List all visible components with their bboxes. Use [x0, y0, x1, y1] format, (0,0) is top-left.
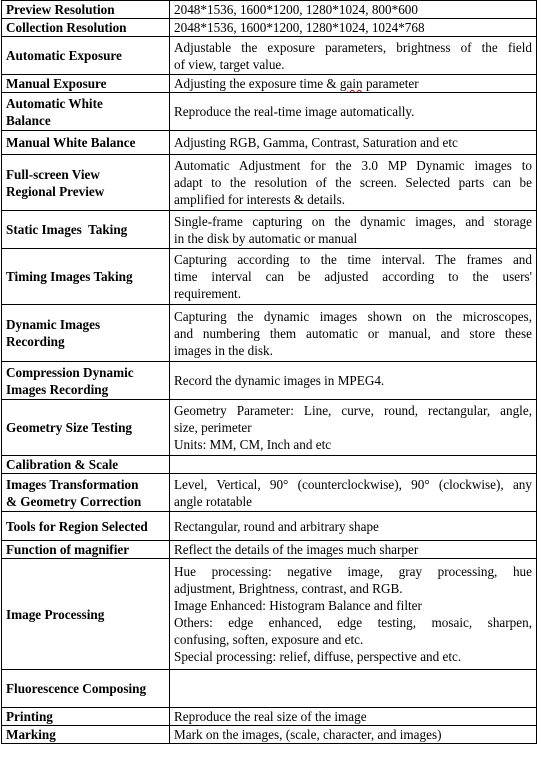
- feature-cell: [2, 19, 170, 37]
- description-fragment: Adjusting the exposure time &: [174, 76, 340, 91]
- description-cell: [170, 211, 537, 249]
- feature-label: Automatic Exposure: [6, 48, 122, 63]
- table-row: [2, 708, 537, 726]
- feature-label: Marking: [6, 727, 56, 742]
- description-cell: [170, 541, 537, 559]
- description-cell: [170, 1, 537, 19]
- description-text: Special processing: relief, diffuse, perspective and etc.: [174, 649, 462, 664]
- description-cell: [170, 559, 537, 670]
- feature-cell: [2, 93, 170, 131]
- description-text: size, perimeter: [174, 420, 252, 435]
- description-text: Hue processing: negative image, gray processing, hue: [174, 564, 532, 579]
- description-text: Geometry Parameter: Line, curve, round, rectangular, angle,: [174, 403, 532, 418]
- description-text: Mark on the images, (scale, character, and images): [174, 727, 442, 742]
- description-text: Record the dynamic images in MPEG4.: [174, 373, 385, 388]
- table-row: [2, 541, 537, 559]
- description-cell: [170, 93, 537, 131]
- description-cell: [170, 155, 537, 211]
- description-cell: [170, 362, 537, 400]
- feature-label: Collection Resolution: [6, 20, 127, 35]
- feature-cell: [2, 305, 170, 362]
- description-text: adjustment, Brightness, contrast, and RGB.: [174, 581, 403, 596]
- table-row: [2, 400, 537, 456]
- feature-cell: [2, 37, 170, 75]
- feature-cell: [2, 362, 170, 400]
- feature-label: Fluorescence Composing: [6, 681, 147, 696]
- feature-label: Preview Resolution: [6, 2, 115, 17]
- description-cell: [170, 305, 537, 362]
- description-text: adapt to the resolution of the screen. Selected parts can be: [174, 175, 532, 190]
- feature-cell: [2, 726, 170, 744]
- feature-label: Static Images Taking: [6, 222, 128, 237]
- feature-cell: [2, 211, 170, 249]
- description-text: Adjusting RGB, Gamma, Contrast, Saturation and etc: [174, 135, 458, 150]
- description-text: of view, target value.: [174, 56, 285, 72]
- feature-label: Automatic White: [6, 95, 103, 111]
- feature-label: Regional Preview: [6, 183, 105, 199]
- description-text: 2048*1536, 1600*1200, 1280*1024, 1024*768: [174, 20, 425, 35]
- description-text: amplified for interests & details.: [174, 192, 346, 207]
- description-cell: [170, 512, 537, 541]
- table-row: [2, 211, 537, 249]
- description-text: [174, 75, 532, 92]
- feature-label: Compression Dynamic: [6, 364, 134, 380]
- feature-cell: [2, 512, 170, 541]
- description-text: Reproduce the real-time image automatically.: [174, 104, 415, 119]
- feature-label: Images Transformation: [6, 476, 139, 492]
- description-cell: [170, 670, 537, 708]
- description-text: and numbering them automatic or manual, and store these: [174, 325, 532, 341]
- spellcheck-underlined-word: gain: [339, 76, 363, 91]
- table-row: [2, 305, 537, 362]
- description-text: Level, Vertical, 90° (counterclockwise), 90° (clockwise), any: [174, 476, 532, 492]
- feature-label: Dynamic Images: [6, 317, 101, 332]
- feature-label: Geometry Size Testing: [6, 420, 132, 435]
- description-cell: [170, 75, 537, 93]
- feature-cell: [2, 131, 170, 155]
- feature-label: Printing: [6, 709, 53, 724]
- table-row: [2, 362, 537, 400]
- description-text: Reflect the details of the images much sharper: [174, 542, 419, 557]
- feature-label: Image Processing: [6, 606, 105, 622]
- description-text: Capturing according to the time interval. The frames and: [174, 252, 532, 267]
- table-row: [2, 155, 537, 211]
- feature-label: Balance: [6, 112, 51, 128]
- description-text: confusing, soften, exposure and etc.: [174, 632, 364, 647]
- feature-cell: [2, 1, 170, 19]
- table-row: [2, 1, 537, 19]
- description-text: requirement.: [174, 286, 242, 301]
- description-cell: [170, 131, 537, 155]
- description-text: Automatic Adjustment for the 3.0 MP Dynamic images to: [174, 158, 532, 173]
- table-row: [2, 670, 537, 708]
- description-text: angle rotatable: [174, 493, 252, 509]
- description-cell: [170, 726, 537, 744]
- description-cell: [170, 456, 537, 474]
- description-text: Reproduce the real size of the image: [174, 709, 367, 724]
- feature-label: Calibration & Scale: [6, 457, 119, 472]
- description-cell: [170, 249, 537, 305]
- specification-table: [1, 0, 537, 744]
- description-text: 2048*1536, 1600*1200, 1280*1024, 800*600: [174, 2, 418, 17]
- description-text: Units: MM, CM, Inch and etc: [174, 437, 332, 452]
- feature-label: Manual Exposure: [6, 76, 107, 91]
- table-row: [2, 19, 537, 37]
- description-cell: [170, 474, 537, 512]
- table-row: [2, 474, 537, 512]
- table-row: [2, 726, 537, 744]
- description-fragment: parameter: [362, 76, 419, 91]
- description-cell: [170, 400, 537, 456]
- table-row: [2, 512, 537, 541]
- feature-label: Recording: [6, 334, 65, 349]
- feature-label: Tools for Region Selected: [6, 518, 148, 534]
- description-text: Adjustable the exposure parameters, brightness of the field: [174, 39, 532, 55]
- feature-cell: [2, 474, 170, 512]
- feature-label: & Geometry Correction: [6, 493, 142, 509]
- feature-label: Function of magnifier: [6, 542, 130, 557]
- feature-label: Images Recording: [6, 381, 109, 397]
- feature-label: Full-screen View: [6, 166, 100, 182]
- feature-label: Timing Images Taking: [6, 269, 133, 284]
- table-row: [2, 37, 537, 75]
- description-cell: [170, 19, 537, 37]
- table-row: [2, 93, 537, 131]
- feature-cell: [2, 75, 170, 93]
- table-row: [2, 249, 537, 305]
- description-text: in the disk by automatic or manual: [174, 230, 358, 246]
- feature-cell: [2, 400, 170, 456]
- feature-cell: [2, 541, 170, 559]
- table-row: [2, 456, 537, 474]
- feature-label: Manual White Balance: [6, 135, 136, 150]
- description-text: images in the disk.: [174, 342, 273, 358]
- feature-cell: [2, 249, 170, 305]
- table-row: [2, 75, 537, 93]
- description-text: time interval can be adjusted according to the users': [174, 269, 532, 284]
- description-text: Image Enhanced: Histogram Balance and filter: [174, 598, 422, 613]
- description-text: Rectangular, round and arbitrary shape: [174, 518, 379, 534]
- description-text: Others: edge enhanced, edge testing, mosaic, sharpen,: [174, 615, 532, 630]
- feature-cell: [2, 708, 170, 726]
- description-text: Capturing the dynamic images shown on the microscopes,: [174, 308, 532, 324]
- feature-cell: [2, 670, 170, 708]
- feature-cell: [2, 456, 170, 474]
- feature-cell: [2, 559, 170, 670]
- table-row: [2, 131, 537, 155]
- feature-cell: [2, 155, 170, 211]
- table-row: [2, 559, 537, 670]
- description-cell: [170, 708, 537, 726]
- description-text: Single-frame capturing on the dynamic images, and storage: [174, 213, 532, 229]
- description-cell: [170, 37, 537, 75]
